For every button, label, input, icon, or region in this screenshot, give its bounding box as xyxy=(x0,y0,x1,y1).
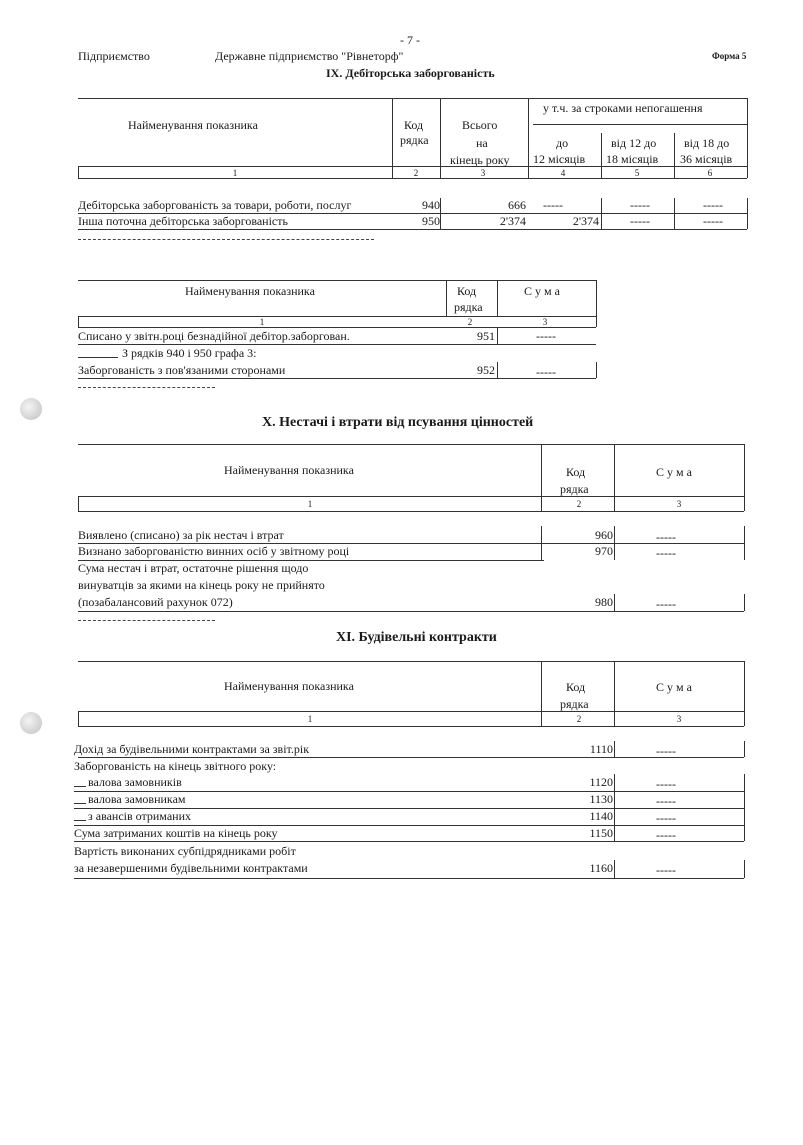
form-label: Форма 5 xyxy=(712,51,747,61)
s9b-col-name: Найменування показника xyxy=(185,284,315,298)
s9-row-950-c: ----- xyxy=(703,214,723,228)
s10-row-980-line2: винуватців за якими на кінець року не прийнято xyxy=(78,578,325,592)
punch-hole-top xyxy=(20,398,42,420)
s9-col-group: у т.ч. за строками непогашення xyxy=(543,101,703,115)
s9-num-5: 5 xyxy=(634,168,640,178)
s10-num-1: 1 xyxy=(307,499,313,509)
s11-row-1120-sum: ----- xyxy=(656,777,676,791)
s9-col-a-2: 12 місяців xyxy=(533,152,586,166)
s9b-row-951-name: Списано у звітн.році безнадійної дебітор.заборгован. xyxy=(78,329,350,343)
s10-col-sum: С у м а xyxy=(656,465,692,479)
s11-num-3: 3 xyxy=(676,714,682,724)
s9b-num-2: 2 xyxy=(467,317,473,327)
s10-row-980-sum: ----- xyxy=(656,597,676,611)
s10-row-970-name: Визнано заборгованістю винних осіб у звітному році xyxy=(78,544,350,558)
s9-row-940-b: ----- xyxy=(630,198,650,212)
s10-row-980-line3: (позабалансовий рахунок 072) xyxy=(78,595,233,609)
s9-row-950-total: 2'374 xyxy=(499,214,526,228)
s9-row-940-name: Дебіторська заборгованість за товари, роботи, послуг xyxy=(78,198,352,212)
s11-row-1140-sum: ----- xyxy=(656,811,676,825)
s11-row-1150-code: 1150 xyxy=(589,826,613,840)
s9b-row-951-sum: ----- xyxy=(536,329,556,343)
s9-col-c-2: 36 місяців xyxy=(680,152,733,166)
s9-col-b-2: 18 місяців xyxy=(606,152,659,166)
s11-col-code-1: Код xyxy=(566,680,586,694)
s11-num-2: 2 xyxy=(576,714,582,724)
s10-col-name: Найменування показника xyxy=(224,463,354,477)
s9-row-950-code: 950 xyxy=(422,214,440,228)
s11-row-1150-name: Сума затриманих коштів на кінець року xyxy=(74,826,278,840)
s11-col-code-2: рядка xyxy=(560,697,589,711)
s9b-row-952-name: Заборгованість з пов'язаними сторонами xyxy=(78,363,286,377)
s11-row-1130-sum: ----- xyxy=(656,794,676,808)
s10-num-3: 3 xyxy=(676,499,682,509)
s11-row-1160-line2: за незавершеними будівельними контрактами xyxy=(74,861,308,875)
s9b-note: З рядків 940 і 950 графа 3: xyxy=(122,346,257,360)
s9-row-940-total: 666 xyxy=(508,198,526,212)
s10-row-960-code: 960 xyxy=(595,528,613,542)
s9b-row-952-code: 952 xyxy=(477,363,495,377)
s10-row-960-sum: ----- xyxy=(656,530,676,544)
s11-row-1130-code: 1130 xyxy=(589,792,613,806)
s11-row-1130-name: валова замовникам xyxy=(88,792,186,806)
s9-col-a-1: до xyxy=(556,136,569,150)
enterprise-label: Підприємство xyxy=(78,49,150,63)
s9b-col-code-2: рядка xyxy=(454,300,483,314)
s9-col-total-1: Всього xyxy=(462,118,498,132)
s10-row-970-code: 970 xyxy=(595,544,613,558)
s9b-col-code-1: Код xyxy=(457,284,477,298)
s9-row-950-name: Інша поточна дебіторська заборгованість xyxy=(78,214,288,228)
page-number: - 7 - xyxy=(400,33,420,47)
s11-row-1160-code: 1160 xyxy=(589,861,613,875)
s9-num-2: 2 xyxy=(413,168,419,178)
s10-row-980-line1: Сума нестач і втрат, остаточне рішення щодо xyxy=(78,561,309,575)
section-9-title: IX. Дебіторська заборгованість xyxy=(326,66,495,80)
s11-row-1110-name: Дохід за будівельними контрактами за звіт.рік xyxy=(74,742,310,756)
s11-row-1110-code: 1110 xyxy=(589,742,613,756)
s9-col-c-1: від 18 до xyxy=(684,136,730,150)
s11-row-1120-name: валова замовників xyxy=(88,775,182,789)
s10-end-dashes xyxy=(78,620,215,621)
s11-num-1: 1 xyxy=(307,714,313,724)
s9b-num-1: 1 xyxy=(259,317,265,327)
s9-row-950-b: ----- xyxy=(630,214,650,228)
s9-row-940-code: 940 xyxy=(422,198,440,212)
s9b-row-951-code: 951 xyxy=(477,329,495,343)
s9-num-3: 3 xyxy=(480,168,486,178)
s11-row-1160-sum: ----- xyxy=(656,863,676,877)
s11-row-debt-heading: Заборгованість на кінець звітного року: xyxy=(74,759,277,773)
s11-col-name: Найменування показника xyxy=(224,679,354,693)
s9-end-dashes xyxy=(78,239,374,240)
s9b-row-952-sum: ----- xyxy=(536,365,556,379)
s9-row-940-a: ----- xyxy=(543,198,563,212)
s9-row-940-c: ----- xyxy=(703,198,723,212)
s9b-col-sum: С у м а xyxy=(524,284,560,298)
s10-col-code-2: рядка xyxy=(560,482,589,496)
s11-row-1110-sum: ----- xyxy=(656,744,676,758)
section-10-title: X. Нестачі і втрати від псування цінностей xyxy=(262,415,534,430)
s9-num-1: 1 xyxy=(232,168,238,178)
s10-row-970-sum: ----- xyxy=(656,546,676,560)
s9-num-4: 4 xyxy=(560,168,566,178)
s11-row-1150-sum: ----- xyxy=(656,828,676,842)
s9-col-code-1: Код xyxy=(404,118,424,132)
s9-col-name: Найменування показника xyxy=(128,118,258,132)
s11-row-1120-code: 1120 xyxy=(589,775,613,789)
s9-col-b-1: від 12 до xyxy=(611,136,657,150)
s10-row-980-code: 980 xyxy=(595,595,613,609)
s9-row-950-a: 2'374 xyxy=(572,214,599,228)
s11-row-1140-code: 1140 xyxy=(589,809,613,823)
punch-hole-bottom xyxy=(20,712,42,734)
s9b-end-dashes xyxy=(78,387,215,388)
s11-row-1160-line1: Вартість виконаних субпідрядниками робіт xyxy=(74,844,296,858)
s10-col-code-1: Код xyxy=(566,465,586,479)
s9-num-6: 6 xyxy=(707,168,713,178)
s11-row-1140-name: з авансів отриманих xyxy=(88,809,191,823)
s9-col-code-2: рядка xyxy=(400,133,429,147)
enterprise-name: Державне підприємство "Рівнеторф" xyxy=(215,49,404,63)
s10-row-960-name: Виявлено (списано) за рік нестач і втрат xyxy=(78,528,284,542)
s10-num-2: 2 xyxy=(576,499,582,509)
s9b-num-3: 3 xyxy=(542,317,548,327)
s11-col-sum: С у м а xyxy=(656,680,692,694)
section-11-title: XI. Будівельні контракти xyxy=(336,630,497,645)
s9-col-total-2: на xyxy=(476,136,488,150)
s9-col-total-3: кінець року xyxy=(450,153,510,167)
